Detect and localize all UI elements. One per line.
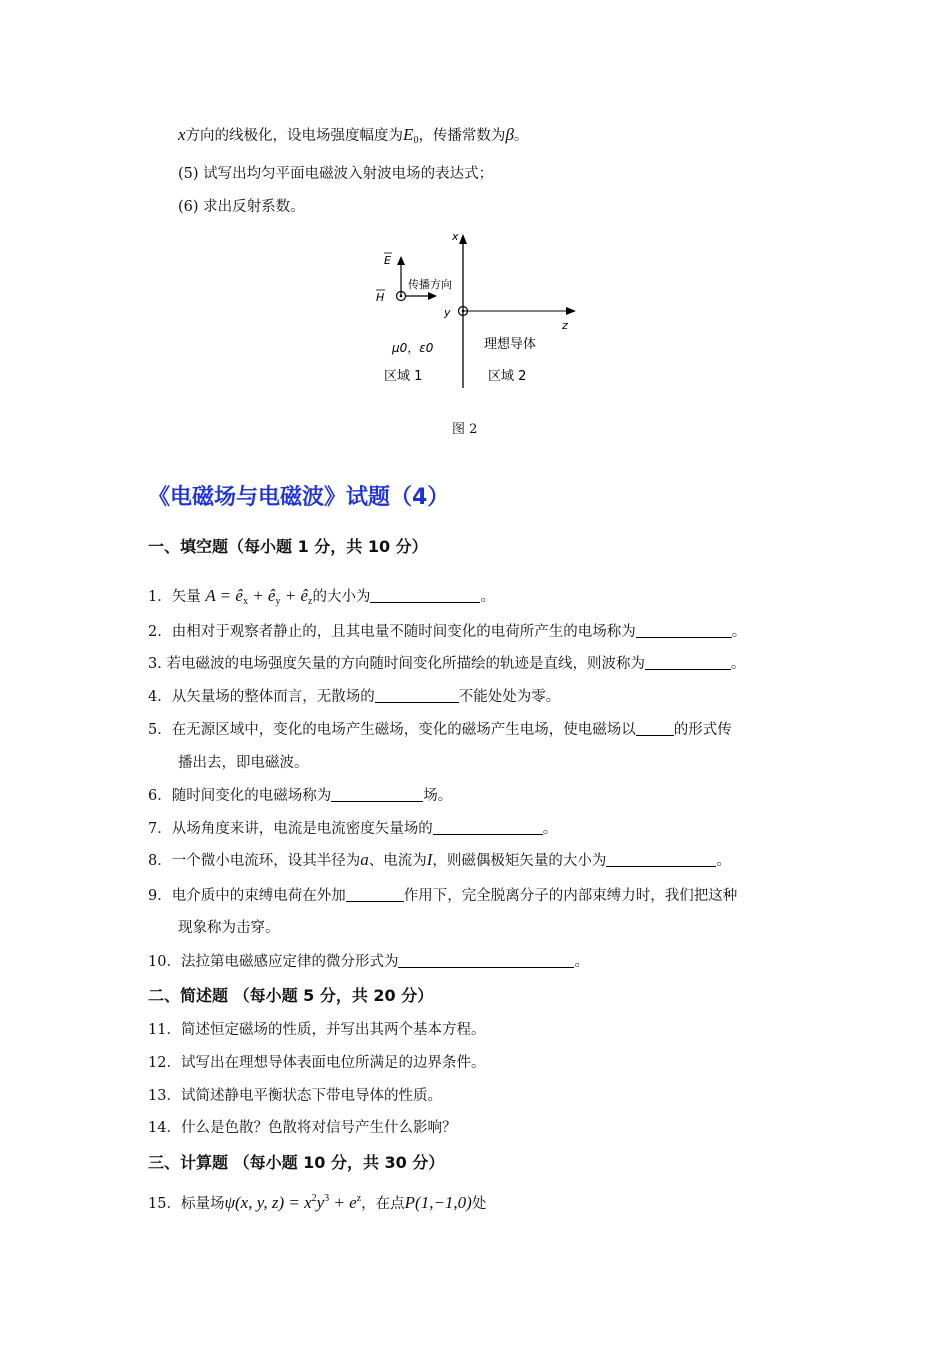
- region-1-label: 区域 1: [384, 369, 423, 384]
- medium-label: μ0，ε0: [392, 341, 434, 355]
- region-2-label: 区域 2: [488, 369, 527, 384]
- question-5-continued: 播出去，即电磁波。: [178, 755, 309, 771]
- answer-blank-8[interactable]: [606, 852, 716, 867]
- question-15: 15．标量场ψ(x, y, $z) = x^2y^3 + e^z$，在点P(1,−1,0)处: [148, 1193, 487, 1212]
- x-axis-label: x: [452, 230, 459, 243]
- exam-title: 《电磁场与电磁波》试题（4）: [148, 485, 450, 510]
- question-10: 10．法拉第电磁感应定律的微分形式为 。: [148, 954, 589, 970]
- question-9: 9．电介质中的束缚电荷在外加 作用下，完全脱离分子的内部束缚力时，我们把这种: [148, 888, 738, 904]
- conductor-label: 理想导体: [484, 337, 537, 352]
- vector-expression: $A = ê_x$ + $ê_y$ + $ê_z$: [205, 586, 313, 607]
- answer-blank-10[interactable]: [398, 953, 574, 968]
- answer-blank-5[interactable]: [636, 721, 674, 736]
- question-6: 6．随时间变化的电磁场称为 场。: [148, 788, 453, 804]
- answer-blank-2[interactable]: [636, 623, 732, 638]
- E0-symbol: $E_0$: [403, 125, 419, 146]
- x-symbol: x: [178, 125, 186, 144]
- intro-line-1: x方向的线极化，设电场强度幅度为$E_0$，传播常数为β。: [178, 125, 529, 146]
- y-axis-label: y: [444, 306, 451, 319]
- question-8: 8．一个微小电流环，设其半径为a、电流为I，则磁偶极矩矢量的大小为 。: [148, 850, 731, 869]
- question-3: 3. 若电磁波的电场强度矢量的方向随时间变化所描绘的轨迹是直线，则波称为 。: [148, 656, 746, 672]
- question-2: 2．由相对于观察者静止的，且其电量不随时间变化的电荷所产生的电场称为 。: [148, 624, 747, 640]
- z-axis-label: z: [562, 319, 568, 332]
- answer-blank-3[interactable]: [645, 655, 731, 670]
- answer-blank-9[interactable]: [346, 887, 404, 902]
- intro-q5: (5) 试写出均匀平面电磁波入射波电场的表达式；: [178, 166, 494, 182]
- question-13: 13．试简述静电平衡状态下带电导体的性质。: [148, 1088, 442, 1104]
- H-field-label: H: [376, 291, 385, 304]
- question-12: 12．试写出在理想导体表面电位所满足的边界条件。: [148, 1055, 486, 1071]
- intro-q6: (6) 求出反射系数。: [178, 199, 305, 215]
- section-1-heading: 一、填空题（每小题 1 分，共 10 分）: [148, 537, 428, 556]
- answer-blank-4[interactable]: [375, 688, 459, 703]
- propagation-direction-label: 传播方向: [408, 278, 452, 291]
- question-4: 4．从矢量场的整体而言，无散场的 不能处处为零。: [148, 689, 561, 705]
- question-9-continued: 现象称为击穿。: [178, 920, 280, 936]
- answer-blank-6[interactable]: [331, 787, 423, 802]
- scalar-field-expression: ψ(x, y, $z) = x^2y^3 + e^z$: [224, 1193, 362, 1212]
- question-1: 1．矢量 $A = ê_x$ + $ê_y$ + $ê_z$的大小为 。: [148, 586, 495, 607]
- question-5: 5．在无源区域中，变化的电场产生磁场，变化的磁场产生电场，使电磁场以 的形式传: [148, 722, 732, 738]
- answer-blank-7[interactable]: [433, 820, 543, 835]
- section-2-heading: 二、简述题 （每小题 5 分，共 20 分）: [148, 986, 434, 1005]
- section-3-heading: 三、计算题 （每小题 10 分，共 30 分）: [148, 1153, 445, 1172]
- question-7: 7．从场角度来讲，电流是电流密度矢量场的 。: [148, 821, 558, 837]
- figure-2: [360, 228, 600, 398]
- beta-symbol: β: [505, 125, 514, 144]
- E-field-label: E: [384, 254, 391, 267]
- question-11: 11．简述恒定磁场的性质，并写出其两个基本方程。: [148, 1022, 486, 1038]
- question-14: 14．什么是色散？色散将对信号产生什么影响？: [148, 1120, 457, 1136]
- figure-caption: 图 2: [452, 422, 478, 437]
- answer-blank-1[interactable]: [370, 588, 480, 603]
